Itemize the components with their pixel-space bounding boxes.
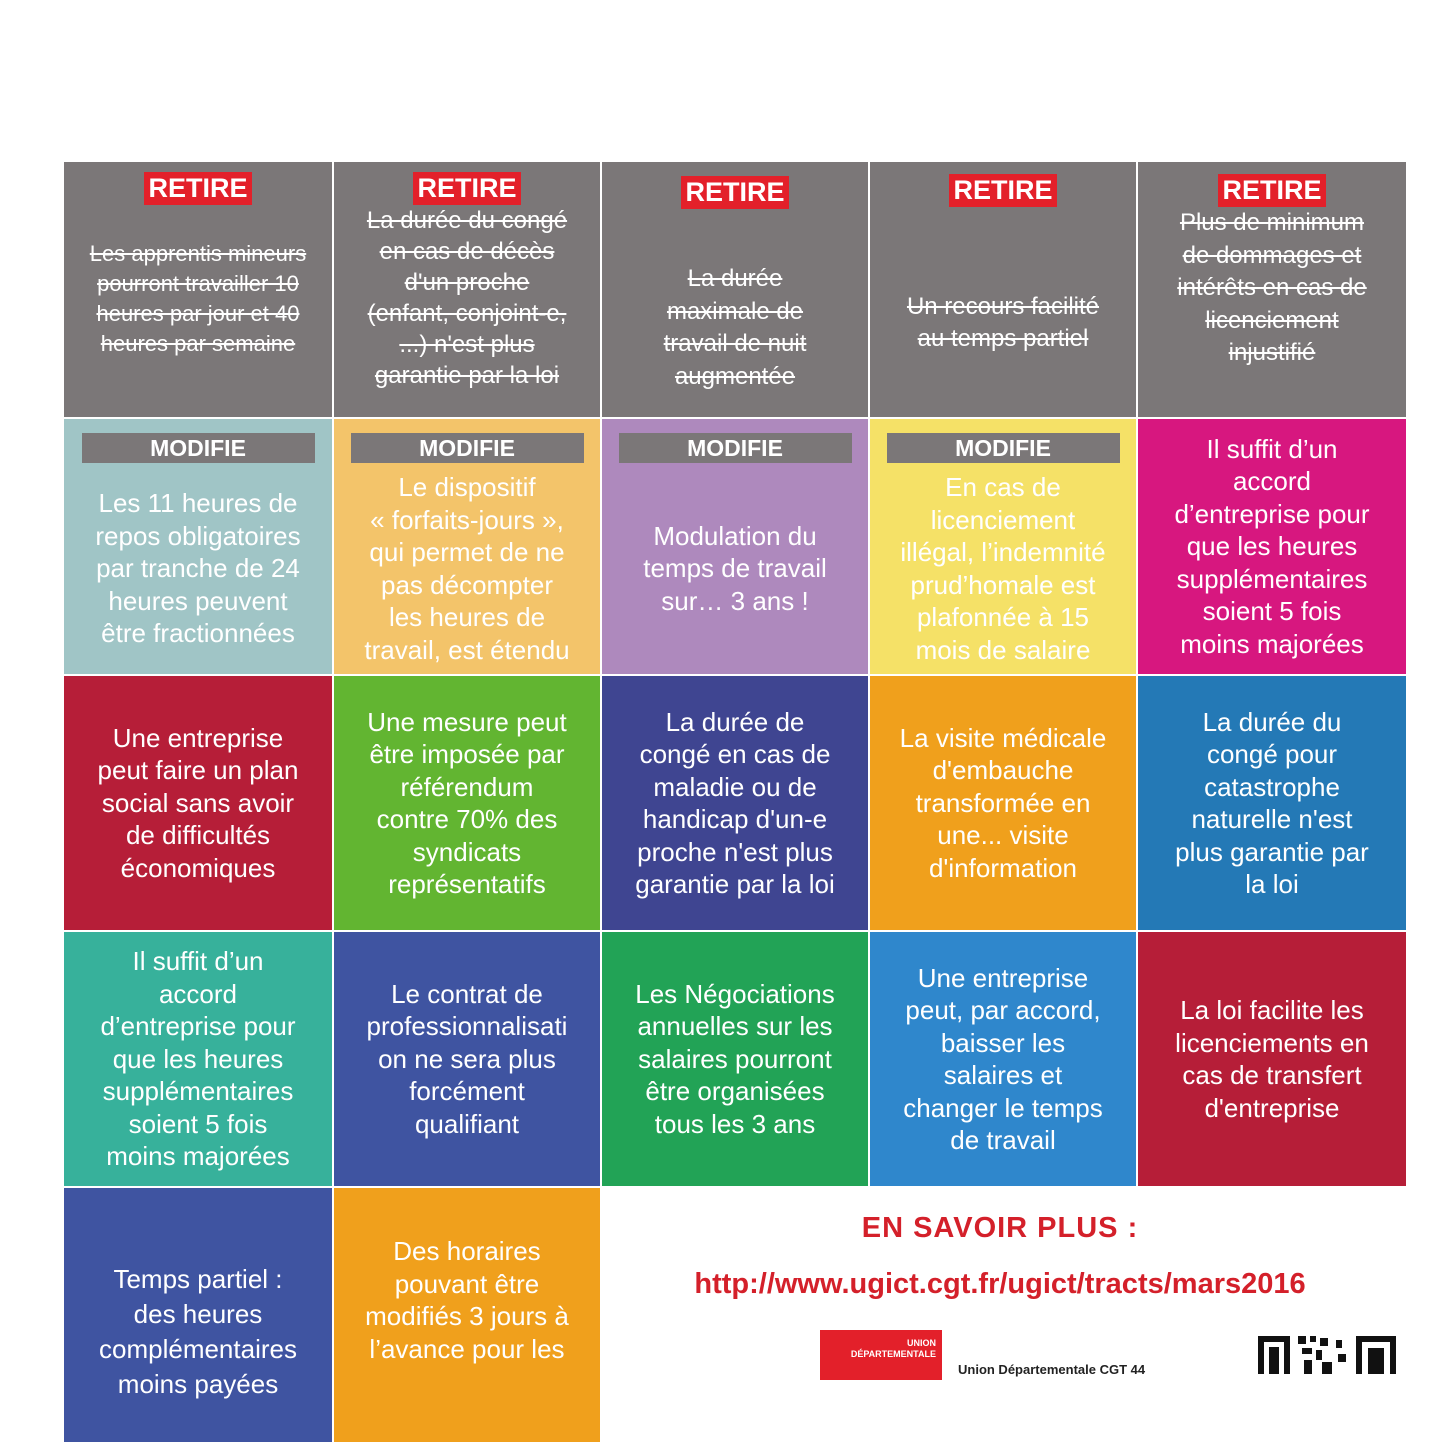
retire-badge: RETIRE bbox=[413, 172, 520, 205]
modifie-badge: MODIFIE bbox=[887, 433, 1120, 463]
more-info-link[interactable]: http://www.ugict.cgt.fr/ugict/tracts/mars2016 bbox=[694, 1268, 1306, 1300]
organization-name: Union Départementale CGT 44 bbox=[958, 1362, 1146, 1377]
cell-text: Une mesure peut être imposée par référendum contre 70% des syndicats représentatifs bbox=[367, 706, 567, 899]
cell-text: Le dispositif « forfaits-jours », qui permet de ne pas décompter les heures de travail, est étendu bbox=[364, 472, 570, 665]
modifie-cell-indemnite bbox=[870, 419, 1136, 674]
logo-line-1: UNION bbox=[907, 1338, 936, 1348]
qr-code-icon bbox=[1258, 1334, 1398, 1374]
cell-text: Une entreprise peut, par accord, baisser les salaires et changer le temps de travail bbox=[903, 962, 1103, 1155]
modifie-cell-repos bbox=[64, 419, 332, 674]
cell-temps-partiel bbox=[64, 1188, 332, 1442]
retire-text: Les apprentis mineurs pourront travailler 10 heures par jour et 40 heures par semaine bbox=[89, 241, 307, 356]
cell-text: Modulation du temps de travail sur… 3 ans ! bbox=[643, 520, 827, 616]
cell-heures-sup bbox=[1138, 419, 1406, 674]
cell-heures-sup-2 bbox=[64, 932, 332, 1186]
modifie-badge: MODIFIE bbox=[82, 433, 315, 463]
modifie-cell-forfaits-jours bbox=[334, 419, 600, 674]
retire-text: Un recours facilité au temps partiel bbox=[906, 293, 1100, 352]
cell-text: Des horaires pouvant être modifiés 3 jours à l’avance pour les bbox=[365, 1236, 569, 1364]
more-info-panel bbox=[600, 1190, 1406, 1377]
cell-baisser-salaires bbox=[870, 932, 1136, 1186]
retire-cell-dommages bbox=[1138, 162, 1406, 417]
logo-line-2: DÉPARTEMENTALE bbox=[850, 1349, 936, 1359]
modifie-cell-modulation bbox=[602, 419, 868, 674]
cell-text: Une entreprise peut faire un plan social sans avoir de difficultés économiques bbox=[97, 722, 299, 883]
cell-negociations bbox=[602, 932, 868, 1186]
retire-cell-temps-partiel bbox=[870, 162, 1136, 417]
retire-cell-travail-nuit bbox=[602, 162, 868, 417]
cell-text: En cas de licenciement illégal, l’indemnité prud’homale est plafonnée à 15 mois de salaire bbox=[900, 472, 1106, 665]
cell-transfert bbox=[1138, 932, 1406, 1186]
cell-text: La durée du congé pour catastrophe naturelle n'est plus garantie par la loi bbox=[1175, 706, 1369, 899]
cell-text: Il suffit d’un accord d’entreprise pour que les heures supplémentaires soient 5 fois moins majorées bbox=[100, 946, 296, 1172]
retire-badge: RETIRE bbox=[949, 174, 1056, 207]
cell-text: Il suffit d’un accord d’entreprise pour que les heures supplémentaires soient 5 fois moins majorées bbox=[1174, 433, 1370, 659]
cell-text: La loi facilite les licenciements en cas de transfert d'entreprise bbox=[1175, 995, 1369, 1123]
cell-professionnalisation bbox=[334, 932, 600, 1186]
retire-badge: RETIRE bbox=[681, 176, 788, 209]
cell-text: Temps partiel : des heures complémentaires moins payées bbox=[99, 1264, 297, 1399]
retire-badge: RETIRE bbox=[144, 172, 251, 205]
retire-cell-conge-deces bbox=[334, 162, 600, 417]
cell-visite-medicale bbox=[870, 676, 1136, 930]
retire-text: La durée maximale de travail de nuit augmentée bbox=[663, 265, 807, 390]
cell-plan-social bbox=[64, 676, 332, 930]
cell-text: Les 11 heures de repos obligatoires par tranche de 24 heures peuvent être fractionnées bbox=[95, 488, 301, 649]
modifie-badge: MODIFIE bbox=[619, 433, 852, 463]
ud-logo bbox=[820, 1330, 942, 1380]
retire-cell-apprentis bbox=[64, 162, 332, 417]
cell-text: La durée de congé en cas de maladie ou de handicap d'un-e proche n'est plus garantie par la loi bbox=[635, 706, 835, 899]
modifie-badge: MODIFIE bbox=[351, 433, 584, 463]
retire-text: La durée du congé en cas de décès d'un proche (enfant, conjoint-e, ...) n'est plus garantie par la loi bbox=[366, 207, 568, 389]
cell-horaires bbox=[334, 1188, 600, 1442]
cell-catastrophe bbox=[1138, 676, 1406, 930]
cell-referendum bbox=[334, 676, 600, 930]
retire-badge: RETIRE bbox=[1218, 174, 1325, 207]
cell-text: Les Négociations annuelles sur les salaires pourront être organisées tous les 3 ans bbox=[635, 978, 835, 1139]
cell-text: Le contrat de professionnalisati on ne sera plus forcément qualifiant bbox=[366, 978, 568, 1139]
cell-conge-maladie bbox=[602, 676, 868, 930]
more-info-title: EN SAVOIR PLUS : bbox=[861, 1212, 1139, 1244]
retire-text: Plus de minimum de dommages et intérêts en cas de licenciement injustifié bbox=[1177, 209, 1367, 366]
cell-text: La visite médicale d'embauche transformée en une... visite d'information bbox=[899, 722, 1107, 883]
